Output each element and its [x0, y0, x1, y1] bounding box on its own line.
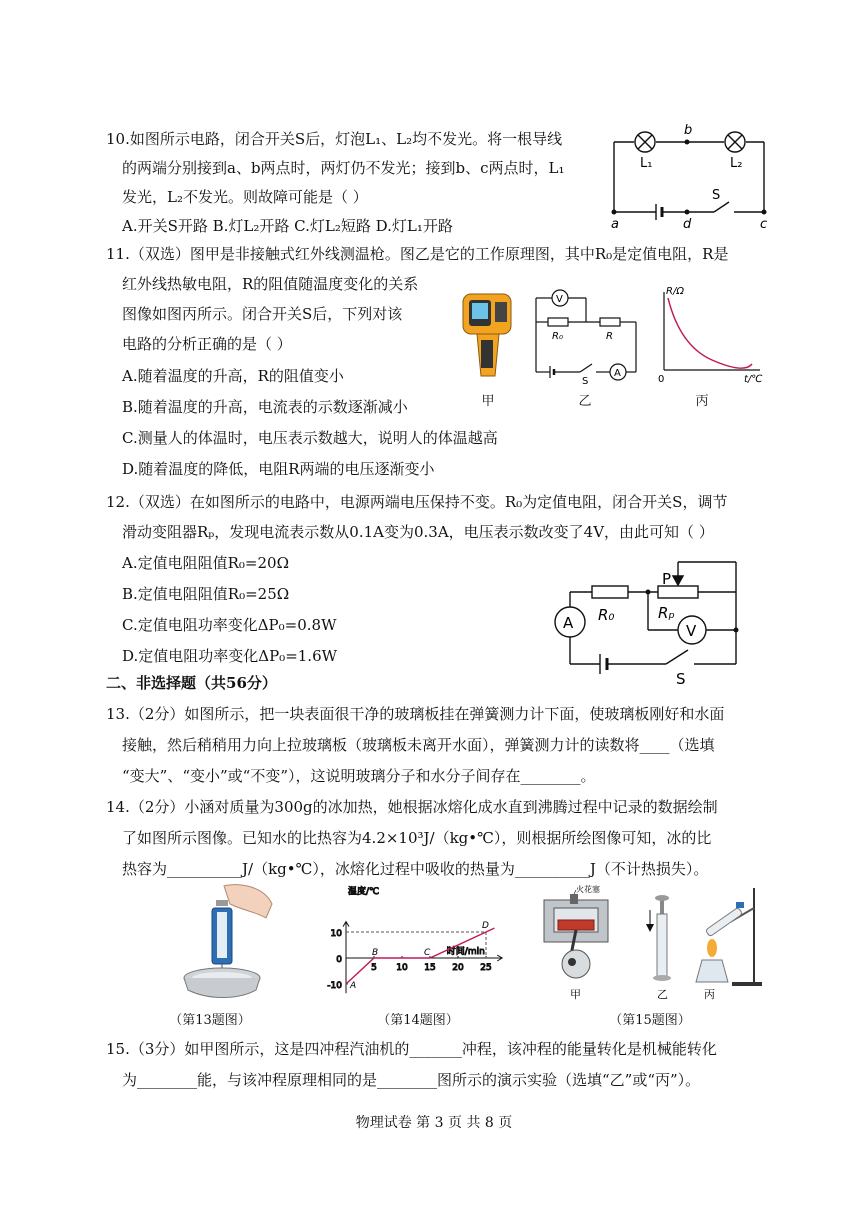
q11-fig-jia-caption: 甲: [481, 394, 495, 409]
switch-s-label: S: [712, 188, 721, 203]
q15-engine-demo-images: [536, 882, 766, 1004]
q14-temperature-time-chart: [318, 884, 518, 1000]
q11-option-d: D.随着温度的降低，电阻R两端的电压逐渐变小: [122, 460, 435, 478]
q14-line-3: 热容为__________J/（kg•℃），冰熔化过程中吸收的热量为__________J（不计热损失）。: [122, 860, 709, 878]
q11-ammeter-label: A: [614, 368, 621, 379]
q15-line-2: 为________能，与该冲程原理相同的是________图所示的演示实验（选填“乙”或“丙”）。: [122, 1071, 701, 1089]
q10-circuit-diagram: [604, 122, 774, 232]
q11-switch-label: S: [582, 376, 589, 386]
q11-circuit-diagram: [532, 286, 642, 386]
chart-x-axis-label: 时间/min: [446, 947, 485, 957]
q10-line-3: 发光，L₂不发光。则故障可能是（ ）: [122, 188, 368, 206]
q11-r0-label: R₀: [552, 331, 563, 342]
q15-line-1: 15.（3分）如甲图所示，这是四冲程汽油机的_______冲程，该冲程的能量转化是机械能转化: [106, 1040, 717, 1058]
q11-option-a: A.随着温度的升高，R的阻值变小: [122, 367, 344, 385]
q14-caption: （第14题图）: [377, 1013, 459, 1028]
q12-option-a: A.定值电阻阻值R₀=20Ω: [122, 554, 290, 572]
q11-line-3: 图像如图丙所示。闭合开关S后，下列对该: [122, 305, 403, 323]
x-tick-label: 15: [424, 963, 436, 973]
q15-caption: （第15题图）: [609, 1013, 691, 1028]
q10-options: A.开关S开路 B.灯L₂开路 C.灯L₂短路 D.灯L₁开路: [122, 217, 453, 235]
x-tick-label: 25: [480, 963, 492, 973]
q15-spark-plug-label: 火花塞: [576, 885, 600, 894]
q12-r0-label: R₀: [598, 606, 615, 624]
q12-voltmeter-label: V: [686, 622, 697, 640]
q11-graph-y-label: R/Ω: [666, 286, 684, 297]
q12-option-d: D.定值电阻功率变化ΔP₀=1.6W: [122, 647, 338, 665]
point-b: b: [684, 123, 693, 138]
q11-resistance-temperature-graph: [652, 284, 767, 384]
q14-line-1: 14.（2分）小涵对质量为300g的冰加热，她根据冰熔化成水直到沸腾过程中记录的数据绘制: [106, 798, 718, 816]
lamp-l2-label: L₂: [730, 156, 743, 171]
x-tick-label: 10: [396, 963, 408, 973]
point-label-b: B: [372, 948, 379, 958]
q13-line-2: 接触，然后稍稍用力向上拉玻璃板（玻璃板未离开水面），弹簧测力计的读数将____（选填: [122, 736, 715, 754]
q13-caption: （第13题图）: [169, 1013, 251, 1028]
q11-thermometer-gun-image: [455, 288, 520, 383]
q11-fig-yi-caption: 乙: [578, 394, 592, 409]
q11-line-4: 电路的分析正确的是（ ）: [122, 335, 292, 353]
q15-jia-label: 甲: [570, 988, 581, 1001]
section-2-heading: 二、非选择题（共56分）: [106, 674, 277, 692]
page-footer: 物理试卷 第 3 页 共 8 页: [355, 1115, 513, 1131]
q13-line-3: “变大”、“变小”或“不变”），这说明玻璃分子和水分子间存在________。: [122, 767, 596, 785]
point-label-a: A: [350, 981, 357, 991]
q13-line-1: 13.（2分）如图所示，把一块表面很干净的玻璃板挂在弹簧测力计下面，使玻璃板刚好和水面: [106, 705, 725, 723]
y-tick-label: -10: [327, 981, 342, 991]
q11-line-1: 11.（双选）图甲是非接触式红外线测温枪。图乙是它的工作原理图，其中R₀是定值电阻，R是: [106, 245, 729, 263]
q12-circuit-diagram: [548, 552, 748, 686]
q12-option-c: C.定值电阻功率变化ΔP₀=0.8W: [122, 616, 337, 634]
q12-ammeter-label: A: [563, 614, 574, 632]
point-label-d: D: [482, 921, 489, 931]
q15-bing-label: 丙: [704, 988, 715, 1001]
q13-spring-scale-image: [168, 882, 278, 1004]
q14-line-2: 了如图所示图像。已知水的比热容为4.2×10³J/（kg•℃），则根据所绘图像可知，冰的比: [122, 829, 712, 847]
chart-y-axis-label: 温度/℃: [348, 887, 380, 897]
point-a: a: [611, 217, 619, 232]
q11-voltmeter-label: V: [556, 294, 563, 305]
y-tick-label: 0: [336, 955, 342, 965]
q10-line-2: 的两端分别接到a、b两点时，两灯仍不发光；接到b、c两点时，L₁: [122, 159, 565, 177]
q11-line-2: 红外线热敏电阻，R的阻值随温度变化的关系: [122, 275, 419, 293]
q12-option-b: B.定值电阻阻值R₀=25Ω: [122, 585, 290, 603]
q15-yi-label: 乙: [657, 988, 668, 1001]
x-tick-label: 20: [452, 963, 464, 973]
q12-rp-label: Rₚ: [658, 604, 675, 622]
point-d: d: [683, 217, 692, 232]
q11-fig-bing-caption: 丙: [695, 394, 709, 409]
q11-option-c: C.测量人的体温时，电压表示数越大，说明人的体温越高: [122, 429, 498, 447]
point-c: c: [760, 217, 768, 232]
q11-graph-origin: 0: [658, 374, 665, 384]
q12-slider-p-label: P: [662, 570, 672, 588]
q11-option-b: B.随着温度的升高，电流表的示数逐渐减小: [122, 398, 408, 416]
lamp-l1-label: L₁: [640, 156, 653, 171]
y-tick-label: 10: [330, 929, 342, 939]
point-label-c: C: [424, 948, 431, 958]
x-tick-label: 5: [371, 963, 377, 973]
q10-line-1: 10.如图所示电路，闭合开关S后，灯泡L₁、L₂均不发光。将一根导线: [106, 130, 563, 148]
q12-switch-label: S: [676, 670, 686, 686]
q11-r-label: R: [606, 331, 613, 342]
q12-line-2: 滑动变阻器Rₚ，发现电流表示数从0.1A变为0.3A，电压表示数改变了4V，由此可知（ ）: [122, 523, 714, 541]
q12-line-1: 12.（双选）在如图所示的电路中，电源两端电压保持不变。R₀为定值电阻，闭合开关S，调节: [106, 493, 728, 511]
q11-graph-x-label: t/℃: [744, 374, 763, 384]
